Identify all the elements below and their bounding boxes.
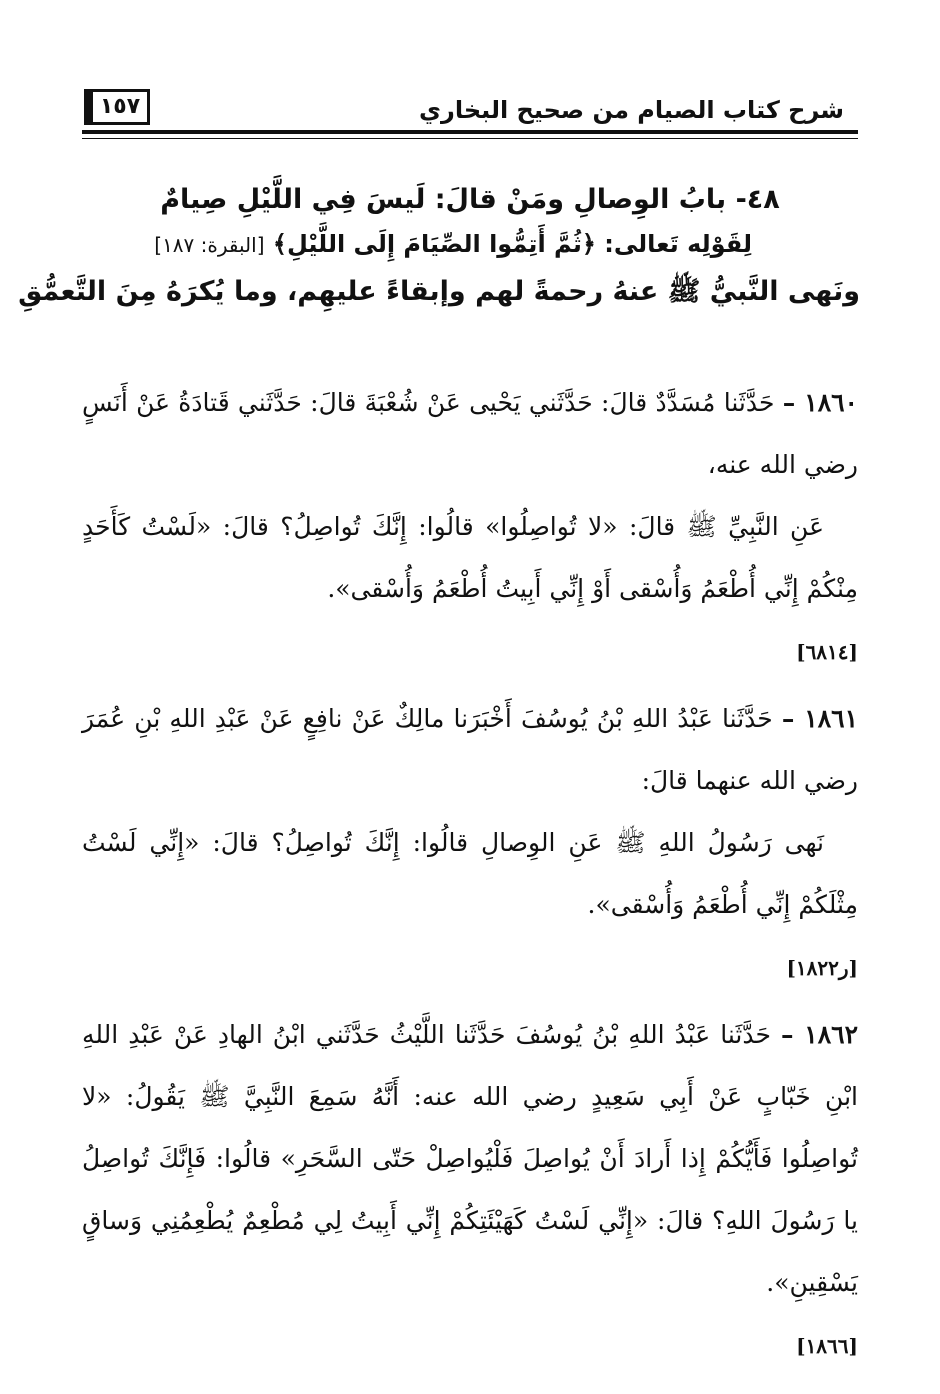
hadith-isnad [82,1004,858,1314]
hadith-number: ١٨٦٠ – [782,388,858,417]
hadith-cross-reference: [ر١٨٢٢] [786,956,858,980]
verse-reference: [البقرة: ١٨٧] [154,233,265,257]
chapter-heading-block [18,178,860,317]
verse-intro: لِقَوْلِه تَعالى: [604,230,752,258]
header-rule-thin [82,138,858,139]
hadith-isnad-text: حَدَّثَنا عَبْدُ اللهِ بْنُ يُوسُفَ حَدَّثَنا اللَّيْثُ حَدَّثَني ابْنُ الهادِ عَنْ عَبْدِ اللهِ ابْنِ خَبّابٍ عَنْ أَبِي سَعِيدٍ رضي الله عنه: أَنَّهُ سَمِعَ النَّبِيَّ ﷺ يَقُولُ: «لا تُواصِلُوا فَأَيُّكُمْ إِذا أَرادَ أَنْ يُواصِلَ فَلْيُواصِلْ حَتّى السَّحَرِ» قالُوا: فَإِنَّكَ تُواصِلُ يا رَسُولَ اللهِ؟ قالَ: «إِنِّي لَسْتُ كَهَيْئَتِكُمْ إِنِّي أَبِيتُ لِي مُطْعِمٌ يُطْعِمُنِي وَساقٍ يَسْقِينِ». [82,1020,858,1297]
chapter-verse-line [80,222,860,267]
hadith-isnad [82,372,858,496]
header-rule-thick [82,130,858,134]
hadith-matn: نَهى رَسُولُ اللهِ ﷺ عَنِ الوِصالِ قالُوا: إِنَّكَ تُواصِلُ؟ قالَ: «إِنِّي لَسْتُ مِثْلَكُمْ إِنِّي أُطْعَمُ وَأُسْقى». [82,828,858,919]
hadith-number: ١٨٦١ – [781,704,858,733]
hadith-isnad [82,688,858,812]
hadith-cross-reference: [١٨٦٦] [796,1334,858,1358]
hadith-entry [82,1004,858,1372]
verse-text: ﴿ثُمَّ أَتِمُّوا الصِّيَامَ إِلَى اللَّيْلِ﴾ [272,230,596,258]
chapter-title: ٤٨- بابُ الوِصالِ ومَنْ قالَ: لَيسَ فِي اللَّيْلِ صِيامٌ [160,184,780,215]
hadith-matn: عَنِ النَّبِيِّ ﷺ قالَ: «لا تُواصِلُوا» قالُوا: إِنَّكَ تُواصِلُ؟ قالَ: «لَسْتُ كَأَحَدٍ مِنْكُمْ إِنِّي أُطْعَمُ وَأُسْقى أَوْ إِنِّي أَبِيتُ أُطْعَمُ وَأُسْقى». [82,512,858,603]
chapter-subheading: ونَهى النَّبيُّ ﷺ عنهُ رحمةً لهم وإبقاءً عليهِم، وما يُكرَهُ مِنَ التَّعمُّقِ [18,276,860,307]
hadith-isnad-text: حَدَّثَنا مُسَدَّدٌ قالَ: حَدَّثَني يَحْيى عَنْ شُعْبَةَ قالَ: حَدَّثَني قَتادَةُ عَنْ أَنَسٍ رضي الله عنه، [82,388,858,479]
running-head-book-title: شرح كتاب الصيام من صحيح البخاري [419,96,844,124]
hadith-list [82,372,858,1382]
hadith-entry [82,688,858,994]
page-number: ١٥٧ [84,89,150,125]
hadith-isnad-text: حَدَّثَنا عَبْدُ اللهِ بْنُ يُوسُفَ أَخْبَرَنا مالِكٌ عَنْ نافِعٍ عَنْ عَبْدِ اللهِ بْنِ عُمَرَ رضي الله عنهما قالَ: [82,704,858,795]
hadith-entry [82,372,858,678]
hadith-number: ١٨٦٢ – [780,1020,858,1049]
hadith-cross-reference: [٦٨١٤] [796,640,858,664]
